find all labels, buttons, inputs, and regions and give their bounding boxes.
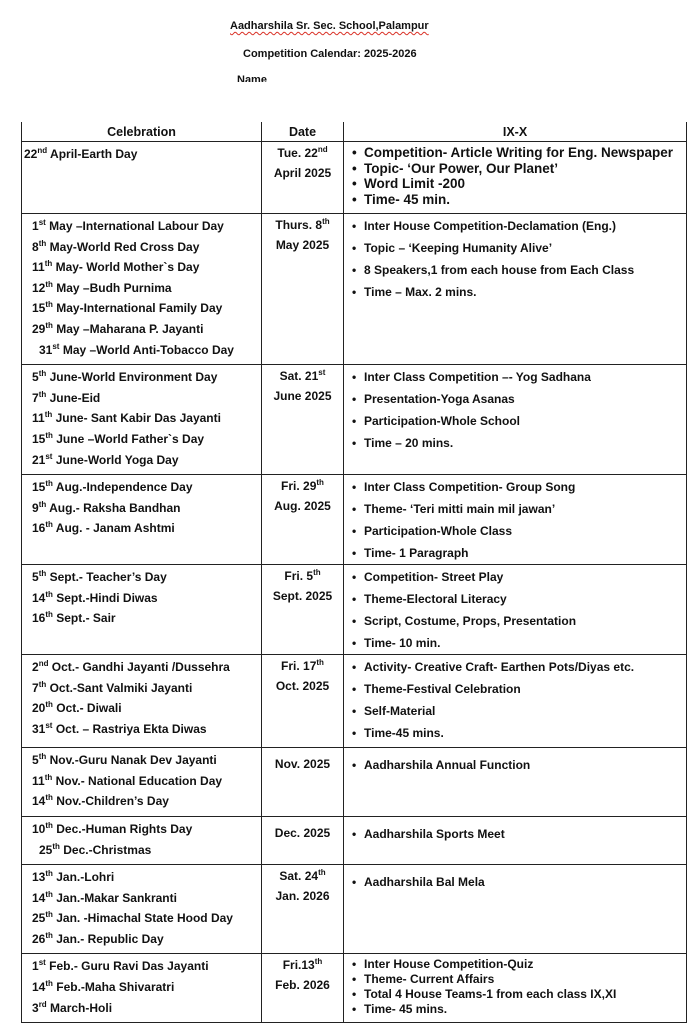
activity-item: • Time-45 mins. — [344, 722, 686, 744]
activity-item: • Theme-Electoral Literacy — [344, 588, 686, 610]
activity-item: • Topic – ‘Keeping Humanity Alive’ — [344, 237, 686, 259]
celebration-item: 8th May-World Red Cross Day — [32, 238, 200, 254]
date-month-year: Oct. 2025 — [275, 679, 330, 694]
celebration-item: 7th June-Eid — [32, 389, 101, 405]
activity-cell — [344, 365, 687, 475]
celebration-cell — [22, 865, 262, 954]
celebration-item: 10th Dec.-Human Rights Day — [32, 820, 193, 836]
celebration-cell — [22, 214, 262, 365]
celebration-cell — [22, 142, 262, 214]
activity-cell — [344, 954, 687, 1023]
date-month-year: May 2025 — [275, 238, 330, 252]
date-cell — [262, 748, 344, 817]
celebration-cell — [22, 954, 262, 1023]
celebration-item: 16th Sept.- Sair — [32, 610, 116, 626]
table-row — [22, 655, 687, 748]
celebration-item: 14th Nov.-Children’s Day — [32, 793, 169, 809]
celebration-item: 5th Sept.- Teacher’s Day — [32, 569, 167, 585]
date-day: Fri. 5th — [284, 568, 321, 584]
activity-item: • Total 4 House Teams-1 from each class IX,XI — [344, 987, 686, 1002]
celebration-item: 13th Jan.-Lohri — [32, 869, 115, 885]
activity-item: • 8 Speakers,1 from each house from Each Class — [344, 259, 686, 281]
activity-item: • Inter House Competition-Declamation (Eng.) — [344, 215, 686, 237]
date-day: Dec. 2025 — [274, 825, 331, 840]
celebration-item: 2nd Oct.- Gandhi Jayanti /Dussehra — [32, 659, 230, 675]
date-cell — [262, 565, 344, 655]
celebration-cell — [22, 365, 262, 475]
date-day: Sat. 21st — [279, 368, 326, 384]
celebration-item: 14th Feb.-Maha Shivaratri — [32, 979, 175, 995]
date-day: Tue. 22nd — [277, 145, 328, 160]
date-day: Fri. 17th — [281, 658, 324, 674]
table-row — [22, 365, 687, 475]
celebration-item: 3rd March-Holi — [32, 999, 113, 1015]
competition-calendar-table — [21, 122, 687, 1023]
table-row — [22, 816, 687, 864]
header-class: IX-X — [344, 122, 687, 142]
activity-cell — [344, 748, 687, 817]
activity-cell — [344, 865, 687, 954]
celebration-item: 29th May –Maharana P. Jayanti — [32, 320, 204, 336]
celebration-item: 11th June- Sant Kabir Das Jayanti — [32, 410, 221, 426]
activity-item: • Time- 45 mins. — [344, 1002, 686, 1017]
table-row — [22, 954, 687, 1023]
activity-item: • Time- 10 min. — [344, 632, 686, 654]
school-name: Aadharshila Sr. Sec. School,Palampur — [230, 20, 429, 32]
date-cell — [262, 954, 344, 1023]
activity-cell — [344, 142, 687, 214]
name-label: Name — [237, 74, 267, 82]
activity-item: • Theme- Current Affairs — [344, 972, 686, 987]
celebration-cell — [22, 816, 262, 864]
header-date: Date — [262, 122, 344, 142]
table-row — [22, 748, 687, 817]
activity-item: • Aadharshila Sports Meet — [344, 823, 686, 845]
date-cell — [262, 655, 344, 748]
table-row — [22, 565, 687, 655]
date-cell — [262, 816, 344, 864]
date-cell — [262, 214, 344, 365]
date-cell — [262, 475, 344, 565]
date-day: Thurs. 8th — [275, 217, 330, 232]
celebration-item: 11th Nov.- National Education Day — [32, 772, 223, 788]
celebration-item: 14th Jan.-Makar Sankranti — [32, 889, 177, 905]
activity-item: • Topic- ‘Our Power, Our Planet’ — [344, 161, 686, 177]
date-day: Nov. 2025 — [274, 757, 331, 772]
celebration-cell — [22, 475, 262, 565]
date-day: Fri.13th — [282, 957, 323, 973]
activity-cell — [344, 214, 687, 365]
celebration-item: 20th Oct.- Diwali — [32, 700, 122, 716]
celebration-item: 25th Jan. -Himachal State Hood Day — [32, 910, 233, 926]
celebration-item: 15th Aug.-Independence Day — [32, 479, 193, 495]
activity-item: • Competition- Article Writing for Eng. Newspaper — [344, 145, 686, 161]
celebration-item: 7th Oct.-Sant Valmiki Jayanti — [32, 679, 193, 695]
date-month-year: June 2025 — [273, 389, 332, 404]
celebration-item: 5th Nov.-Guru Nanak Dev Jayanti — [32, 752, 217, 768]
date-day: Fri. 29th — [281, 478, 324, 494]
date-month-year: April 2025 — [273, 166, 332, 180]
activity-item: • Competition- Street Play — [344, 566, 686, 588]
celebration-item: 1st May –International Labour Day — [32, 218, 224, 233]
celebration-item: 15th May-International Family Day — [32, 300, 223, 316]
celebration-item: 15th June –World Father`s Day — [32, 430, 205, 446]
date-month-year: Jan. 2026 — [275, 889, 330, 904]
table-row — [22, 214, 687, 365]
celebration-item: 22nd April-Earth Day — [24, 146, 138, 161]
calendar-title: Competition Calendar: 2025-2026 — [243, 48, 417, 60]
celebration-item: 5th June-World Environment Day — [32, 369, 218, 385]
date-day: Sat. 24th — [279, 868, 326, 884]
activity-item: • Aadharshila Bal Mela — [344, 871, 686, 893]
celebration-cell — [22, 748, 262, 817]
activity-item: • Aadharshila Annual Function — [344, 754, 686, 776]
activity-item: • Inter Class Competition –- Yog Sadhana — [344, 366, 686, 388]
activity-item: • Presentation-Yoga Asanas — [344, 388, 686, 410]
celebration-item: 25th Dec.-Christmas — [39, 841, 152, 857]
activity-cell — [344, 816, 687, 864]
table-row — [22, 865, 687, 954]
date-month-year: Aug. 2025 — [274, 499, 331, 514]
activity-item: • Script, Costume, Props, Presentation — [344, 610, 686, 632]
activity-item: • Theme-Festival Celebration — [344, 678, 686, 700]
activity-item: • Inter Class Competition- Group Song — [344, 476, 686, 498]
celebration-item: 9th Aug.- Raksha Bandhan — [32, 499, 181, 515]
activity-item: • Time – Max. 2 mins. — [344, 281, 686, 303]
celebration-item: 14th Sept.-Hindi Diwas — [32, 589, 158, 605]
celebration-item: 31st May –World Anti-Tobacco Day — [39, 341, 234, 357]
activity-item: • Word Limit -200 — [344, 176, 686, 192]
table-header-row — [22, 122, 687, 142]
date-month-year: Sept. 2025 — [272, 589, 333, 604]
celebration-item: 1st Feb.- Guru Ravi Das Jayanti — [32, 958, 209, 974]
celebration-item: 21st June-World Yoga Day — [32, 451, 179, 467]
date-cell — [262, 142, 344, 214]
celebration-item: 12th May –Budh Purnima — [32, 279, 172, 295]
activity-cell — [344, 475, 687, 565]
activity-item: • Activity- Creative Craft- Earthen Pots/Diyas etc. — [344, 656, 686, 678]
header-celebration: Celebration — [22, 122, 262, 142]
celebration-item: 11th May- World Mother`s Day — [32, 259, 200, 275]
celebration-item: 31st Oct. – Rastriya Ekta Diwas — [32, 720, 207, 736]
date-month-year: Feb. 2026 — [275, 978, 330, 993]
celebration-cell — [22, 655, 262, 748]
activity-item: • Participation-Whole Class — [344, 520, 686, 542]
activity-item: • Theme- ‘Teri mitti main mil jawan’ — [344, 498, 686, 520]
date-cell — [262, 865, 344, 954]
activity-cell — [344, 655, 687, 748]
activity-item: • Self-Material — [344, 700, 686, 722]
celebration-cell — [22, 565, 262, 655]
activity-item: • Time- 45 min. — [344, 192, 686, 208]
activity-item: • Time- 1 Paragraph — [344, 542, 686, 564]
activity-item: • Inter House Competition-Quiz — [344, 957, 686, 972]
celebration-item: 16th Aug. - Janam Ashtmi — [32, 520, 175, 536]
table-row — [22, 142, 687, 214]
activity-item: • Participation-Whole School — [344, 410, 686, 432]
activity-cell — [344, 565, 687, 655]
date-cell — [262, 365, 344, 475]
activity-item: • Time – 20 mins. — [344, 432, 686, 454]
celebration-item: 26th Jan.- Republic Day — [32, 930, 164, 946]
table-row — [22, 475, 687, 565]
